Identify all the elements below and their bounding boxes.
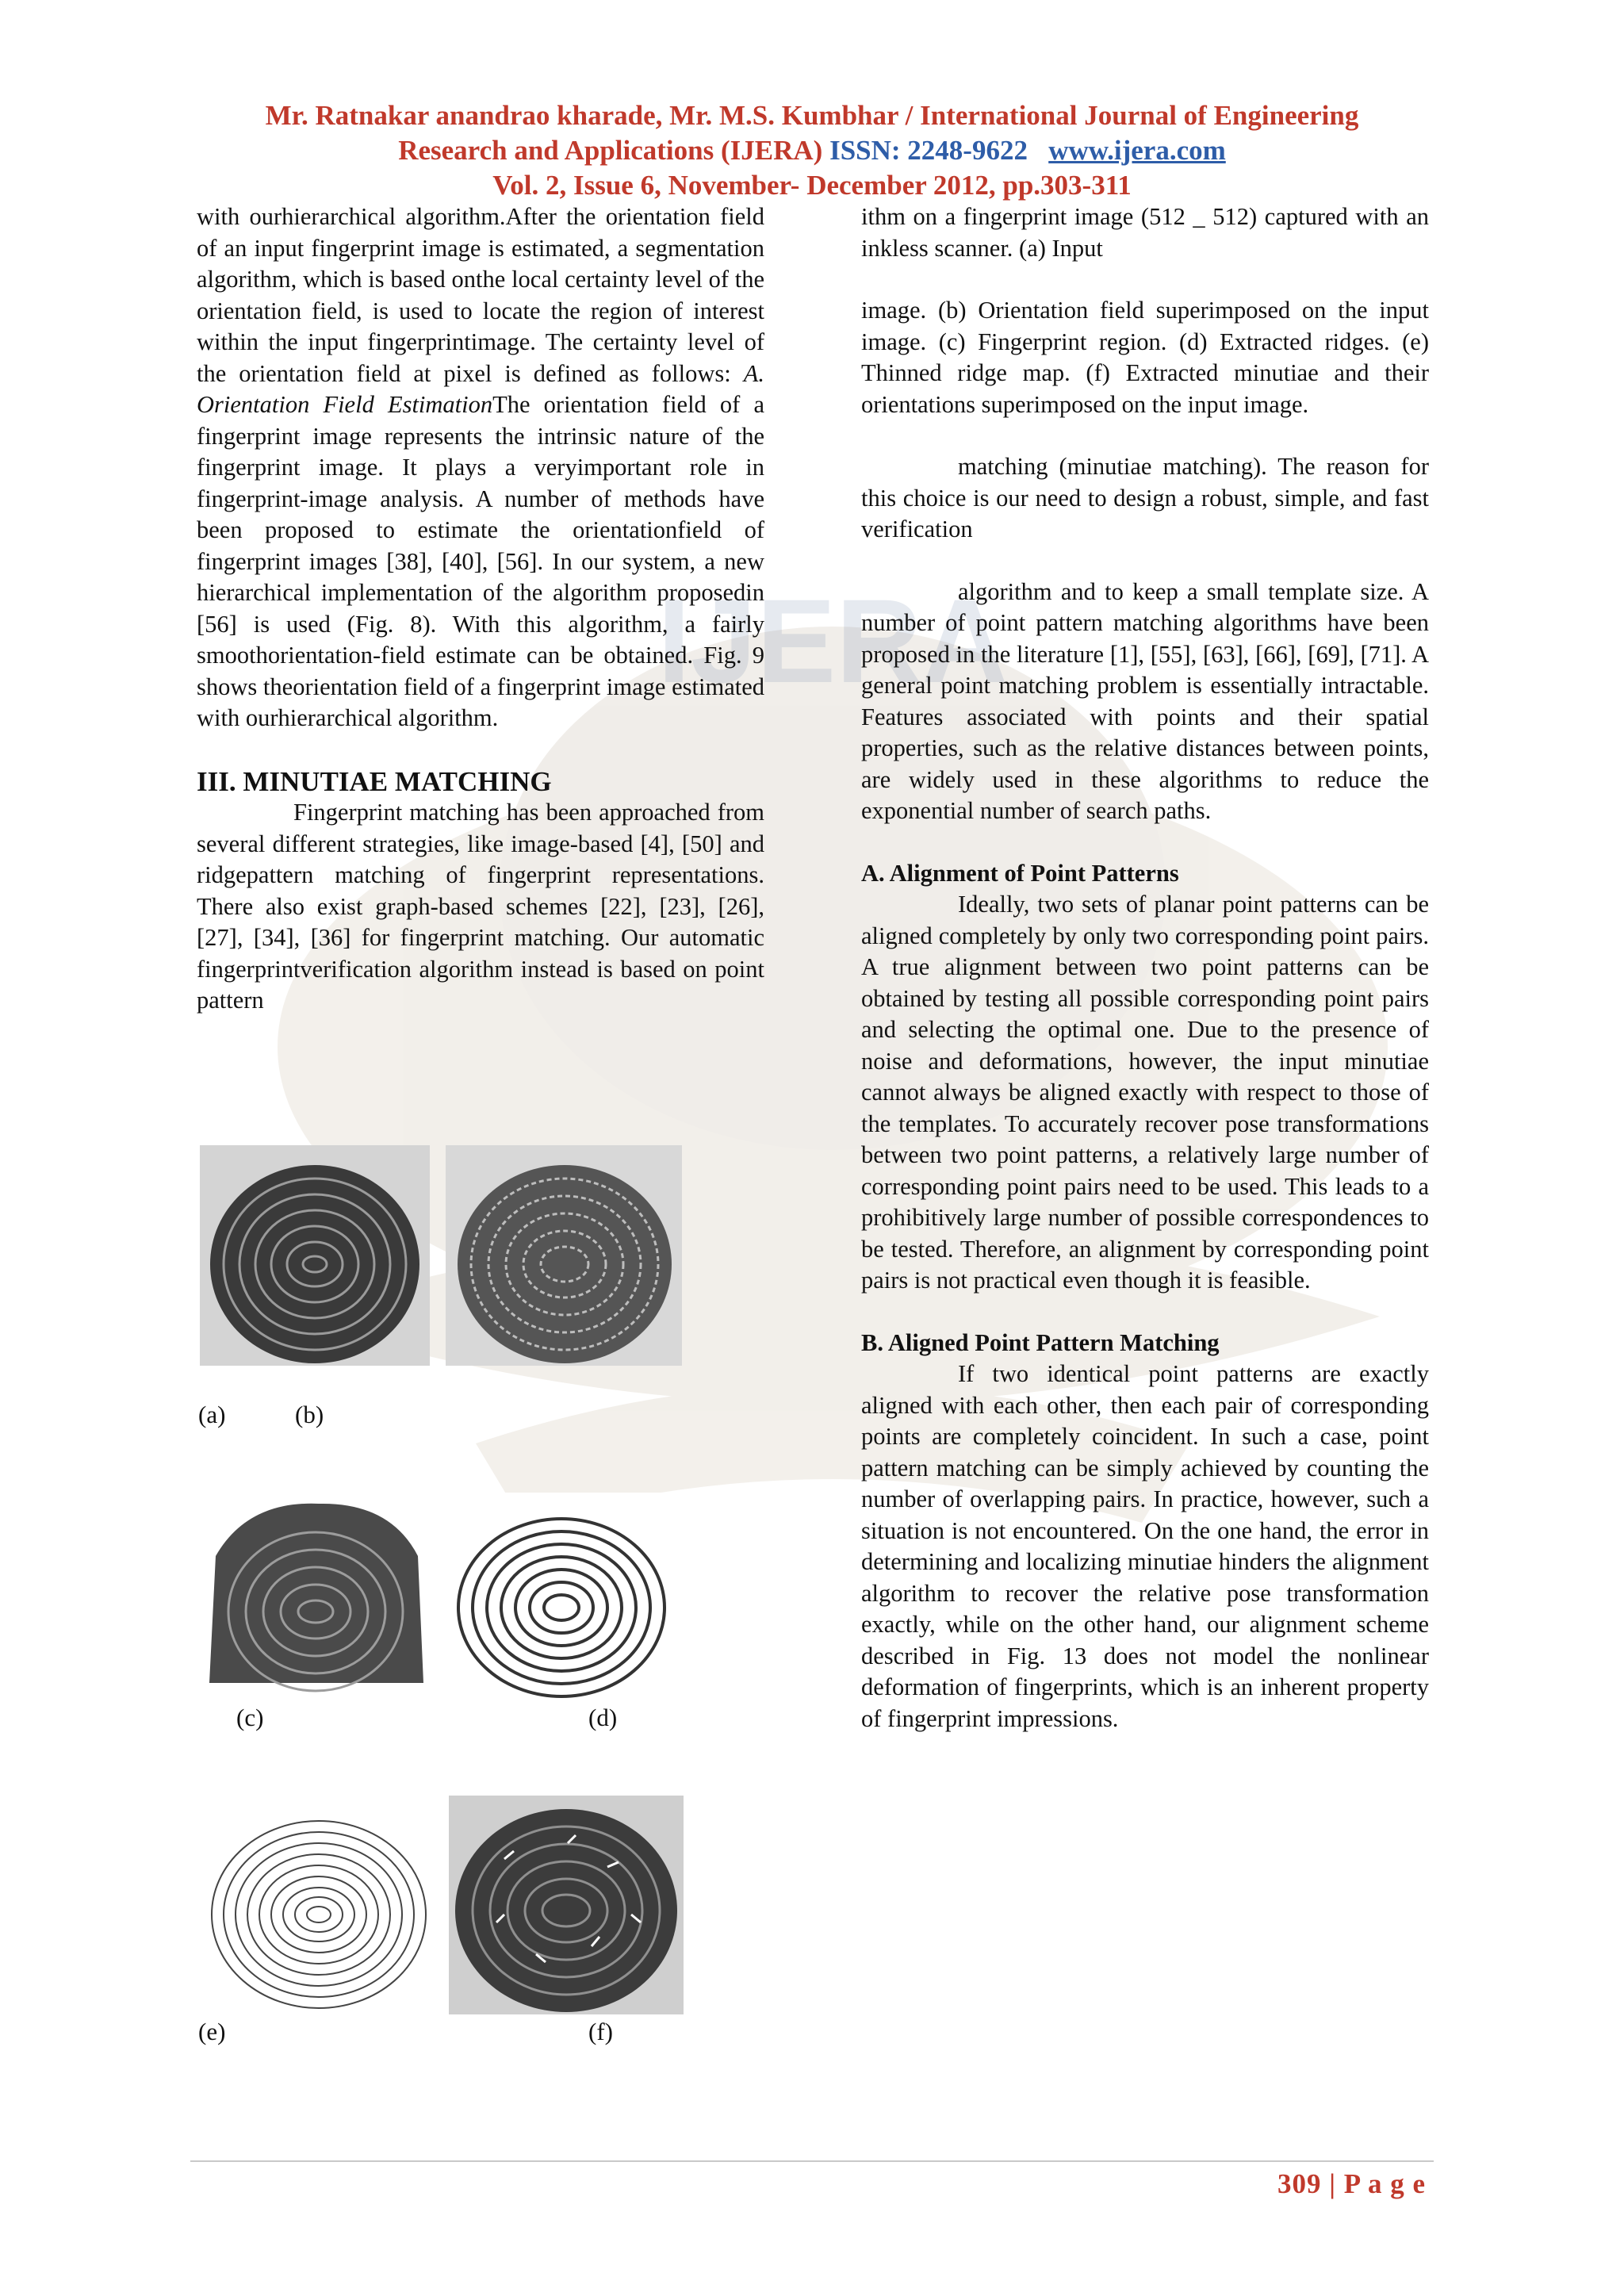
figure-c-fingerprint-region xyxy=(200,1493,431,1700)
journal-header-line2 xyxy=(119,133,1505,168)
subheading-aligned-matching: B. Aligned Point Pattern Matching xyxy=(861,1328,1220,1356)
figure-b-label: (b) xyxy=(295,1401,324,1428)
issn: ISSN: 2248-9622 xyxy=(829,135,1028,166)
right-column xyxy=(861,201,1429,1734)
left-p1-text: with ourhierarchical algorithm.After the orientation field of an input fingerprint image is estimated, a segmentation algorithm, which is based onthe local certainty level of the orientation field, is used to locate the region of interest within the input fingerprintimage. The certainty level of the orientation field at pixel is defined as follows: xyxy=(197,203,764,387)
right-paragraph-2: image. (b) Orientation field superimposed on the input image. (c) Fingerprint region. (d) Extracted ridges. (e) Thinned ridge map. (f) Extracted minutiae and their orientations superimposed on the input image. xyxy=(861,297,1429,418)
section-heading: III. MINUTIAE MATCHING xyxy=(197,765,552,797)
figure-e-thinned-ridge-map xyxy=(200,1796,438,2014)
figure-d-label: (d) xyxy=(588,1704,618,1731)
orientation-subheading: A. Orientation Field Estimation xyxy=(197,359,764,418)
page-number: 309 | P a g e xyxy=(1277,2168,1426,2199)
right-paragraph-aligned-matching: If two identical point patterns are exactly aligned with each other, then each pair of corresponding points are completely coincident. In such a case, point pattern matching can be simply achieved by counting the number of overlapping pairs. In practice, however, such a situation is not encountered. On the one hand, the error in determining and localizing minutiae hinders the alignment algorithm to recover the relative pose transformation exactly, while on the other hand, our alignment scheme described in Fig. 13 does not model the nonlinear deformation of fingerprints, which is an inherent property of fingerprint impressions. xyxy=(861,1360,1429,1732)
left-paragraph-1 xyxy=(197,201,764,734)
figure-c-label: (c) xyxy=(236,1704,264,1731)
footer-divider xyxy=(190,2160,1434,2162)
figure-d-extracted-ridges xyxy=(446,1493,677,1700)
subheading-alignment: A. Alignment of Point Patterns xyxy=(861,859,1179,887)
left-p1-rest: The orientation field of a fingerprint image represents the intrinsic nature of the fingerprint image. It plays a veryimportant role in fingerprint-image analysis. A number of methods have been proposed to estimate the orientationfield of fingerprint images [38], [40], [56]. In our system, a new hierarchical implementation of the algorithm proposedin [56] is used (Fig. 8). With this algorithm, a fairly smoothorientation-field estimate can be obtained. Fig. 9 shows theorientation field of a fingerprint image estimated with ourhierarchical algorithm. xyxy=(197,391,764,731)
left-paragraph-2: Fingerprint matching has been approached from several different strategies, like image-based [4], [50] and ridgepattern matching of fingerprint representations. There also exist graph-based schemes [22], [23], [26], [27], [34], [36] for fingerprint matching. Our automatic fingerprintverification algorithm instead is based on point pattern xyxy=(197,799,764,1014)
figure-a-fingerprint-input xyxy=(200,1145,430,1366)
figure-a-label: (a) xyxy=(198,1401,226,1428)
figure-e-label: (e) xyxy=(198,2018,226,2045)
right-paragraph-4: algorithm and to keep a small template size. A number of point pattern matching algorithms have been proposed in the literature [1], [55], [63], [66], [69], [71]. A general point matching problem is essentially intractable. Features associated with points and their spatial properties, such as the relative distances between points, are widely used in these algorithms to reduce the exponential number of search paths. xyxy=(861,577,1429,824)
right-paragraph-3: matching (minutiae matching). The reason for this choice is our need to design a robust, simple, and fast verification xyxy=(861,453,1429,542)
journal-header-line1: Mr. Ratnakar anandrao kharade, Mr. M.S. Kumbhar / International Journal of Engineering xyxy=(265,100,1359,131)
figure-f-extracted-minutiae xyxy=(449,1796,684,2014)
right-paragraph-alignment: Ideally, two sets of planar point patterns can be aligned completely by only two corresponding point pairs. A true alignment between two point patterns can be obtained by testing all possible corresponding point pairs and selecting the optimal one. Due to the presence of noise and deformations, however, the input minutiae cannot always be aligned exactly with respect to those of the templates. To accurately recover pose transformations between two point patterns, a relatively large number of corresponding point pairs need to be used. This leads to a prohibitively large number of possible correspondences to be tested. Therefore, an alignment by corresponding point pairs is not practical even though it is feasible. xyxy=(861,891,1429,1294)
journal-header-line3: Vol. 2, Issue 6, November- December 2012, pp.303-311 xyxy=(492,170,1132,201)
journal-name-part: Research and Applications (IJERA) xyxy=(398,135,830,166)
left-column xyxy=(197,201,764,1017)
figure-f-label: (f) xyxy=(588,2018,613,2045)
journal-url-link[interactable]: www.ijera.com xyxy=(1048,135,1226,166)
right-paragraph-1: ithm on a fingerprint image (512 _ 512) captured with an inkless scanner. (a) Input xyxy=(861,203,1429,262)
svg-text:IJERA: IJERA xyxy=(657,574,1008,707)
figure-b-orientation-field xyxy=(446,1145,682,1366)
